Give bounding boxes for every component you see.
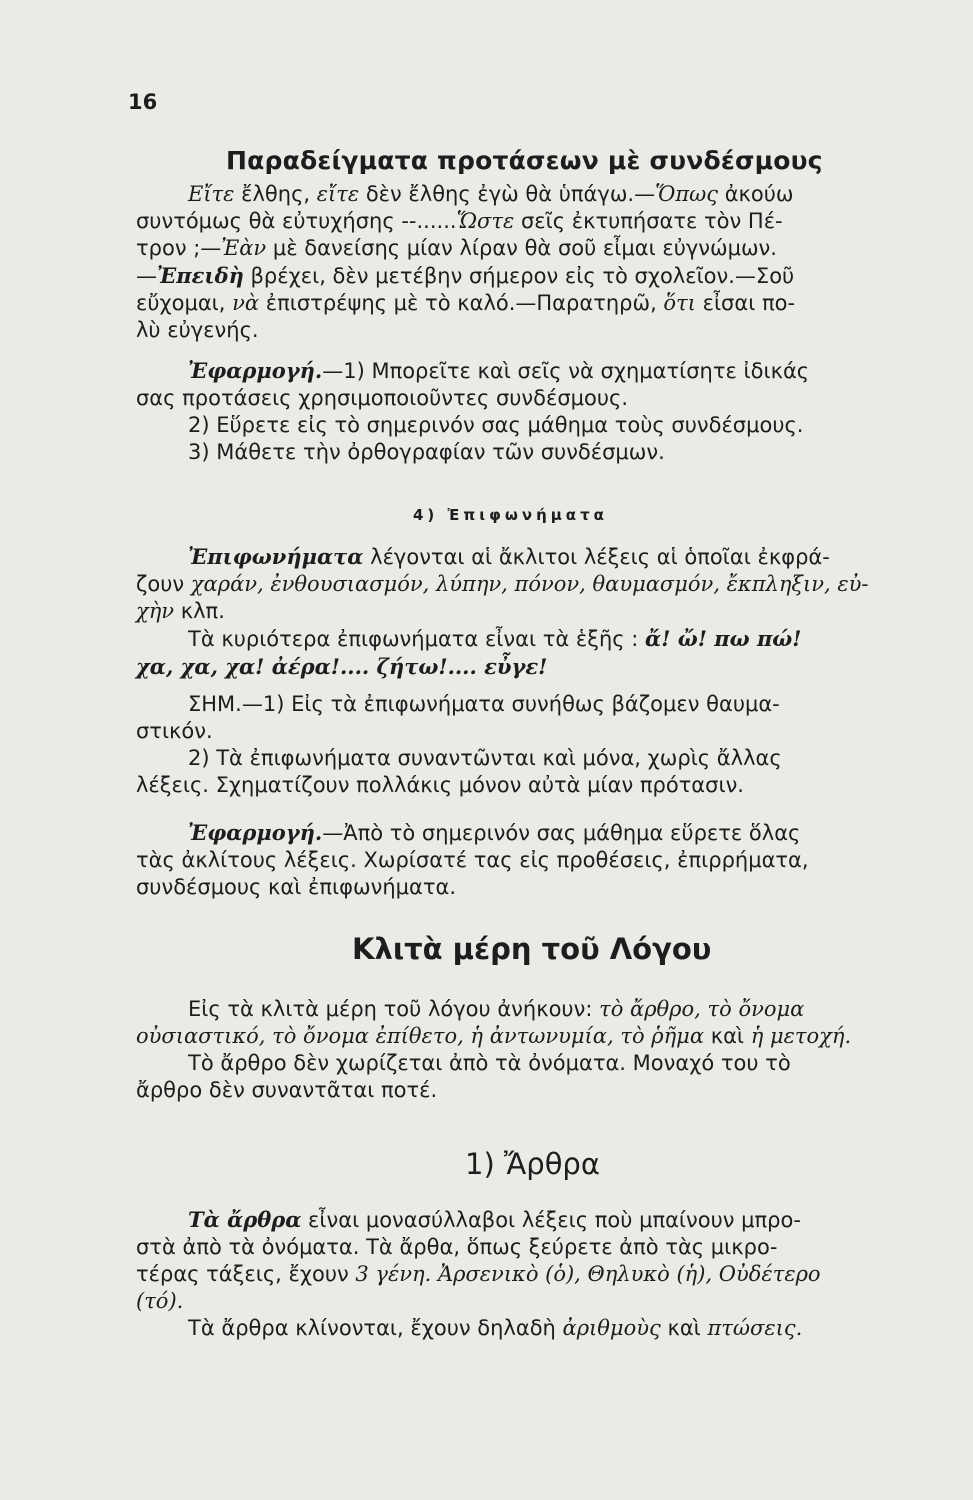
note-paragraph (136, 691, 936, 799)
text-line: τρον ;—Ἐὰν μὲ δανείσης μίαν λίραν θὰ σοῦ εἶμαι εὐγνώμων. (136, 236, 777, 260)
text-line: σας προτάσεις χρησιμοποιοῦντες συνδέσμους. (136, 386, 629, 410)
text-line: 2) Εὕρετε εἰς τὸ σημερινόν σας μάθημα τοὺς συνδέσμους. (188, 413, 804, 437)
articles-heading: 1) Ἄρθρα (465, 1147, 600, 1181)
text-line: συνδέσμους καὶ ἐπιφωνήματα. (136, 875, 457, 899)
text-line: τὰς ἀκλίτους λέξεις. Χωρίσατέ τας εἰς προθέσεις, ἐπιρρήματα, (136, 848, 809, 872)
text-line: στὰ ἀπὸ τὰ ὀνόματα. Τὰ ἄρθα, ὅπως ξεύρετε ἀπὸ τὰς μικρο- (136, 1235, 778, 1259)
text-line: Τὰ κυριότερα ἐπιφωνήματα εἶναι τὰ ἑξῆς : ἄ! ὤ! πω πώ! (188, 626, 802, 651)
exercise-2 (136, 819, 936, 901)
articles-paragraph (136, 1206, 936, 1342)
interjections-heading: 4) Ἐπιφωνήματα (413, 506, 608, 524)
text-line: 3) Μάθετε τὴν ὀρθογραφίαν τῶν συνδέσμων. (188, 440, 665, 464)
text-line: Ἐπιφωνήματα λέγονται αἱ ἄκλιτοι λέξεις αἱ ὁποῖαι ἐκφρά- (188, 544, 830, 569)
page-number: 16 (128, 90, 158, 114)
exercise-label: Ἐφαρμογή. (188, 820, 323, 845)
text-line: (τό). (136, 1289, 184, 1313)
text-line: Τὰ ἄρθρα εἶναι μονασύλλαβοι λέξεις ποὺ μπαίνουν μπρο- (188, 1207, 801, 1232)
examples-paragraph (136, 181, 936, 344)
text-line: τέρας τάξεις, ἔχουν 3 γένη. Ἀρσενικὸ (ὁ), Θηλυκὸ (ἡ), Οὐδέτερο (136, 1262, 821, 1286)
text-line: Εἴτε ἔλθης, εἴτε δὲν ἔλθης ἐγὼ θὰ ὑπάγω.—Ὅπως ἀκούω (188, 182, 794, 206)
exercise-1 (136, 357, 936, 466)
text-line: Τὰ ἄρθρα κλίνονται, ἔχουν δηλαδὴ ἀριθμοὺς καὶ πτώσεις. (188, 1316, 803, 1340)
text-line: χὴν κλπ. (136, 599, 225, 623)
text-line: 2) Τὰ ἐπιφωνήματα συναντῶνται καὶ μόνα, χωρὶς ἄλλας (188, 746, 782, 770)
text-line: ΣΗΜ.—1) Εἰς τὰ ἐπιφωνήματα συνήθως βάζομεν θαυμα- (188, 692, 780, 716)
text-line: χα, χα, χα! ἀέρα!.... ζήτω!.... εὖγε! (136, 654, 548, 679)
text-line: —Ἐπειδὴ βρέχει, δὲν μετέβην σήμερον εἰς τὸ σχολεῖον.—Σοῦ (136, 263, 795, 288)
text-line: Ἐφαρμογή.—Ἀπὸ τὸ σημερινόν σας μάθημα εὕρετε ὅλας (188, 820, 801, 845)
interjections-paragraph (136, 543, 936, 680)
text-line: ἄρθρο δὲν συναντᾶται ποτέ. (136, 1078, 438, 1102)
text-line: Εἰς τὰ κλιτὰ μέρη τοῦ λόγου ἀνήκουν: τὸ ἄρθρο, τὸ ὄνομα (188, 997, 805, 1021)
section-title: Παραδείγματα προτάσεων μὲ συνδέσμους (226, 146, 823, 175)
exercise-label: Ἐφαρμογή. (188, 358, 323, 383)
text-line: λὺ εὐγενής. (136, 318, 259, 342)
text-line: στικόν. (136, 719, 213, 743)
text-line: οὐσιαστικό, τὸ ὄνομα ἐπίθετο, ἡ ἀντωνυμία, τὸ ῥῆμα καὶ ἡ μετοχή. (136, 1024, 852, 1048)
declinable-heading: Κλιτὰ μέρη τοῦ Λόγου (352, 932, 712, 966)
text-line: εὔχομαι, νὰ ἐπιστρέψης μὲ τὸ καλό.—Παρατηρῶ, ὅτι εἶσαι πο- (136, 291, 796, 315)
text-line: Ἐφαρμογή.—1) Μπορεῖτε καὶ σεῖς νὰ σχηματίσητε ἰδικάς (188, 358, 810, 383)
text-line: συντόμως θὰ εὐτυχήσης --......Ὥστε σεῖς ἐκτυπήσατε τὸν Πέ- (136, 209, 783, 233)
declinable-paragraph (136, 996, 936, 1104)
text-line: ζουν χαράν, ἐνθουσιασμόν, λύπην, πόνον, θαυμασμόν, ἔκπληξιν, εὐ- (136, 572, 869, 596)
text-line: Τὸ ἄρθρο δὲν χωρίζεται ἀπὸ τὰ ὀνόματα. Μοναχό του τὸ (188, 1051, 791, 1075)
text-line: λέξεις. Σχηματίζουν πολλάκις μόνον αὐτὰ μίαν πρότασιν. (136, 773, 744, 797)
